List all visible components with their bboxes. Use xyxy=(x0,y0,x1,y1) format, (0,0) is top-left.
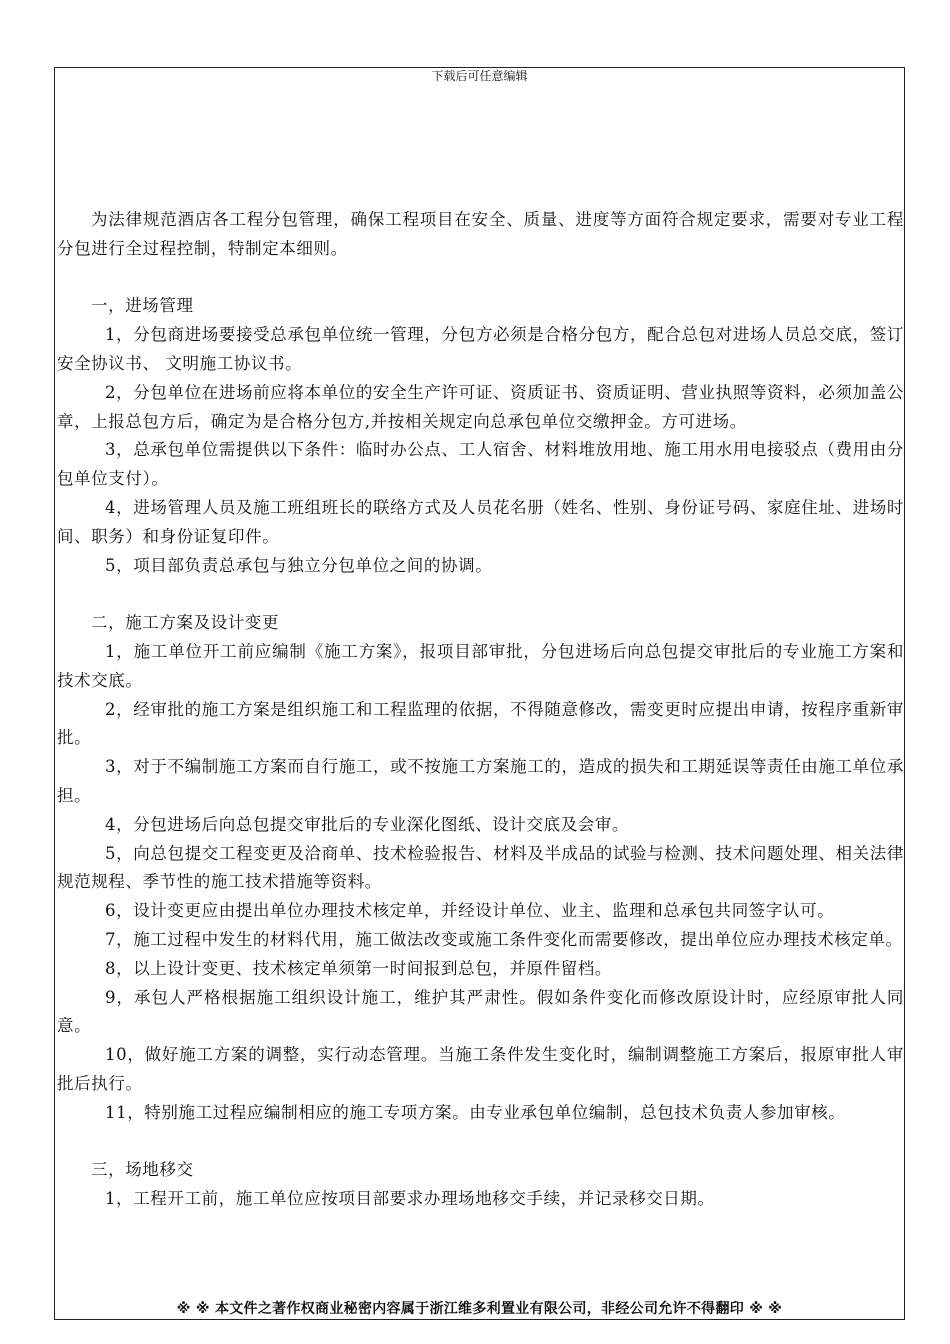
document-frame xyxy=(54,67,905,1320)
list-item: 3，总承包单位需提供以下条件：临时办公点、工人宿舍、材料堆放用地、施工用水用电接驳点（费用由分包单位支付）。 xyxy=(57,440,904,489)
section-title: 三，场地移交 xyxy=(91,1160,194,1180)
list-item: 3，对于不编制施工方案而自行施工，或不按施工方案施工的，造成的损失和工期延误等责任由施工单位承担。 xyxy=(57,757,904,805)
list-item: 8，以上设计变更、技术核定单须第一时间报到总包，并原件留档。 xyxy=(105,958,612,978)
list-item: 1，工程开工前，施工单位应按项目部要求办理场地移交手续，并记录移交日期。 xyxy=(105,1189,715,1209)
list-item: 2，经审批的施工方案是组织施工和工程监理的依据，不得随意修改，需变更时应提出申请，按程序重新审批。 xyxy=(57,699,904,748)
list-item: 4，进场管理人员及施工班组班长的联络方式及人员花名册（姓名、性别、身份证号码、家庭住址、进场时间、职务）和身份证复印件。 xyxy=(57,497,904,546)
list-item: 7，施工过程中发生的材料代用，施工做法改变或施工条件变化而需要修改，提出单位应办理技术核定单。 xyxy=(105,929,903,949)
spacer xyxy=(57,264,904,293)
section-title: 一，进场管理 xyxy=(91,296,194,316)
list-item: 4，分包进场后向总包提交审批后的专业深化图纸、设计交底及会审。 xyxy=(105,814,630,834)
document-body xyxy=(57,206,904,1214)
list-item: 6，设计变更应由提出单位办理技术核定单，并经设计单位、业主、监理和总承包共同签字认可。 xyxy=(105,901,835,921)
header-note: 下载后可任意编辑 xyxy=(431,69,528,83)
list-item: 1，施工单位开工前应编制《施工方案》，报项目部审批，分包进场后向总包提交审批后的专业施工方案和技术交底。 xyxy=(57,641,904,690)
section-title: 二，施工方案及设计变更 xyxy=(91,613,280,633)
list-item: 9，承包人严格根据施工组织设计施工，维护其严肃性。假如条件变化而修改原设计时，应经原审批人同意。 xyxy=(57,987,904,1036)
spacer xyxy=(57,1128,904,1157)
list-item: 5，项目部负责总承包与独立分包单位之间的协调。 xyxy=(105,555,493,575)
list-item: 5，向总包提交工程变更及洽商单、技术检验报告、材料及半成品的试验与检测、技术问题处理、相关法律规范规程、季节性的施工技术措施等资料。 xyxy=(57,843,904,892)
intro-paragraph: 为法律规范酒店各工程分包管理，确保工程项目在安全、质量、进度等方面符合规定要求，需要对专业工程分包进行全过程控制，特制定本细则。 xyxy=(57,210,904,258)
list-item: 1，分包商进场要接受总承包单位统一管理，分包方必须是合格分包方，配合总包对进场人员总交底，签订安全协议书、 文明施工协议书。 xyxy=(57,325,904,373)
list-item: 11，特别施工过程应编制相应的施工专项方案。由专业承包单位编制，总包技术负责人参加审核。 xyxy=(105,1102,846,1122)
list-item: 10，做好施工方案的调整，实行动态管理。当施工条件发生变化时，编制调整施工方案后，报原审批人审批后执行。 xyxy=(57,1045,904,1093)
spacer xyxy=(57,580,904,609)
list-item: 2，分包单位在进场前应将本单位的安全生产许可证、资质证书、资质证明、营业执照等资料，必须加盖公章，上报总包方后，确定为是合格分包方,并按相关规定向总承包单位交缴押金。方可进场。 xyxy=(57,382,904,431)
footer-copyright-note: ※ ※ 本文件之著作权商业秘密内容属于浙江维多利置业有限公司，非经公司允许不得翻印 ※ ※ xyxy=(176,1301,783,1317)
